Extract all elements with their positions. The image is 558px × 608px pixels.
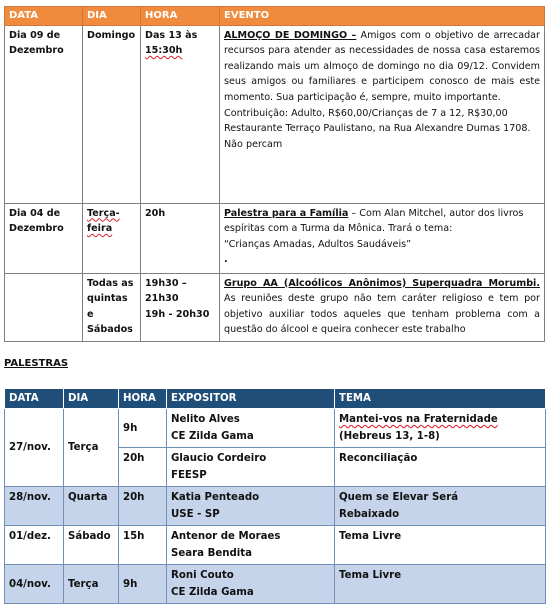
talk-day: Sábado — [64, 526, 119, 565]
events-header-data: DATA — [5, 7, 83, 26]
talk-speaker — [167, 448, 335, 487]
talks-header-row — [5, 389, 546, 409]
talk-row — [5, 409, 546, 448]
talk-row — [5, 526, 546, 565]
talk-theme-text: Mantei-vos na Fraternidade — [339, 414, 498, 425]
talk-speaker — [167, 487, 335, 526]
event-body-block — [224, 206, 540, 237]
talk-speaker-center: CE Zilda Gama — [171, 431, 254, 442]
talk-date: 01/dez. — [5, 526, 64, 565]
event-row — [5, 25, 545, 203]
palestras-table — [4, 388, 546, 604]
event-location: Restaurante Terraço Paulistano, na Rua Alexandre Dumas 1708. — [224, 123, 531, 135]
event-row — [5, 203, 545, 273]
events-header-hora: HORA — [141, 7, 220, 26]
talk-row — [5, 487, 546, 526]
event-note: Não percam — [224, 138, 283, 150]
talk-speaker-name: Glaucio Cordeiro — [171, 453, 267, 464]
event-contribution: Contribuição: Adulto, R$60,00/Crianças de 7 a 12, R$30,00 — [224, 107, 508, 119]
talk-day: Quarta — [64, 487, 119, 526]
talk-theme-line: Quem se Elevar Será — [339, 492, 459, 503]
talk-speaker-name: Katia Penteado — [171, 492, 260, 503]
talk-speaker — [167, 526, 335, 565]
event-date: Dia 09 de Dezembro — [5, 25, 83, 203]
talk-day: Terça — [64, 565, 119, 604]
talks-header-data: DATA — [5, 389, 64, 409]
event-description — [220, 203, 545, 273]
event-time — [141, 273, 220, 341]
event-title: ALMOÇO DE DOMINGO – — [224, 29, 357, 41]
talk-theme-line: Rebaixado — [339, 509, 400, 520]
event-description — [220, 273, 545, 341]
event-time-line: 21h30 — [145, 293, 179, 305]
event-time: 20h — [141, 203, 220, 273]
talk-date: 27/nov. — [5, 409, 64, 487]
talk-speaker-center: FEESP — [171, 470, 207, 481]
talk-speaker-name: Roni Couto — [171, 570, 234, 581]
talk-speaker-center: CE Zilda Gama — [171, 587, 254, 598]
event-time-line: 19h30 – — [145, 277, 187, 289]
event-body: As reuniões deste grupo não tem caráter religioso e tem por objetivo auxiliar todos aqueles que tenham problema com a questão do álcool e queira conhecer este trabalho — [224, 293, 540, 336]
talk-theme — [335, 409, 546, 448]
talk-speaker — [167, 409, 335, 448]
talks-header-tema: TEMA — [335, 389, 546, 409]
event-body: Amigos com o objetivo de arrecadar recursos para atender as necessidades de nossa casa estaremos realizando mais um almoço de domingo no dia 09/12. Convidem seus amigos ou familiares e participem conosco de mais este momento. Sua participação é, sempre, muito importante. — [224, 29, 540, 103]
talks-header-expositor: EXPOSITOR — [167, 389, 335, 409]
event-date — [5, 273, 83, 341]
talks-header-dia: DIA — [64, 389, 119, 409]
event-day: Domingo — [83, 25, 141, 203]
event-time-line: 19h - 20h30 — [145, 308, 210, 320]
talk-theme-line — [339, 411, 541, 428]
event-day — [83, 203, 141, 273]
event-body-block — [224, 28, 540, 106]
talk-date: 04/nov. — [5, 565, 64, 604]
event-row — [5, 273, 545, 341]
event-description — [220, 25, 545, 203]
event-day: Todas as quintas e Sábados — [83, 273, 141, 341]
talk-time: 9h — [119, 409, 167, 448]
event-date: Dia 04 de Dezembro — [5, 203, 83, 273]
events-header-evento: EVENTO — [220, 7, 545, 26]
talk-time: 20h — [119, 448, 167, 487]
event-time-line: Das 13 às — [145, 29, 198, 41]
talk-theme: Tema Livre — [335, 565, 546, 604]
events-table — [4, 6, 545, 342]
talk-speaker-center: USE - SP — [171, 509, 220, 520]
event-theme: “Crianças Amadas, Adultos Saudáveis” — [224, 238, 412, 250]
event-body: – Com Alan Mitchel, autor dos livros espíritas com a Turma da Mônica. Trará o tema: — [224, 207, 524, 235]
talk-theme: Tema Livre — [335, 526, 546, 565]
talk-speaker-center: Seara Bendita — [171, 548, 253, 559]
events-header-dia: DIA — [83, 7, 141, 26]
event-dot: . — [224, 254, 228, 266]
event-time-line: 15:30h — [145, 45, 183, 57]
talk-speaker-name: Nelito Alves — [171, 414, 240, 425]
talk-day: Terça — [64, 409, 119, 487]
talk-speaker — [167, 565, 335, 604]
talk-time: 20h — [119, 487, 167, 526]
talk-theme: Reconciliação — [335, 448, 546, 487]
event-title: Grupo AA (Alcoólicos Anônimos) Superquadra Morumbi. — [224, 277, 540, 289]
talk-row — [5, 565, 546, 604]
talk-theme-line: (Hebreus 13, 1-8) — [339, 431, 440, 442]
talk-time: 9h — [119, 565, 167, 604]
talk-date: 28/nov. — [5, 487, 64, 526]
event-day-text: Terça-feira — [87, 207, 120, 235]
talk-speaker-name: Antenor de Moraes — [171, 531, 281, 542]
events-header-row — [5, 7, 545, 26]
palestras-heading: PALESTRAS — [4, 358, 69, 369]
talk-theme — [335, 487, 546, 526]
event-title: Palestra para a Família — [224, 207, 349, 219]
talk-time: 15h — [119, 526, 167, 565]
talks-header-hora: HORA — [119, 389, 167, 409]
event-time — [141, 25, 220, 203]
